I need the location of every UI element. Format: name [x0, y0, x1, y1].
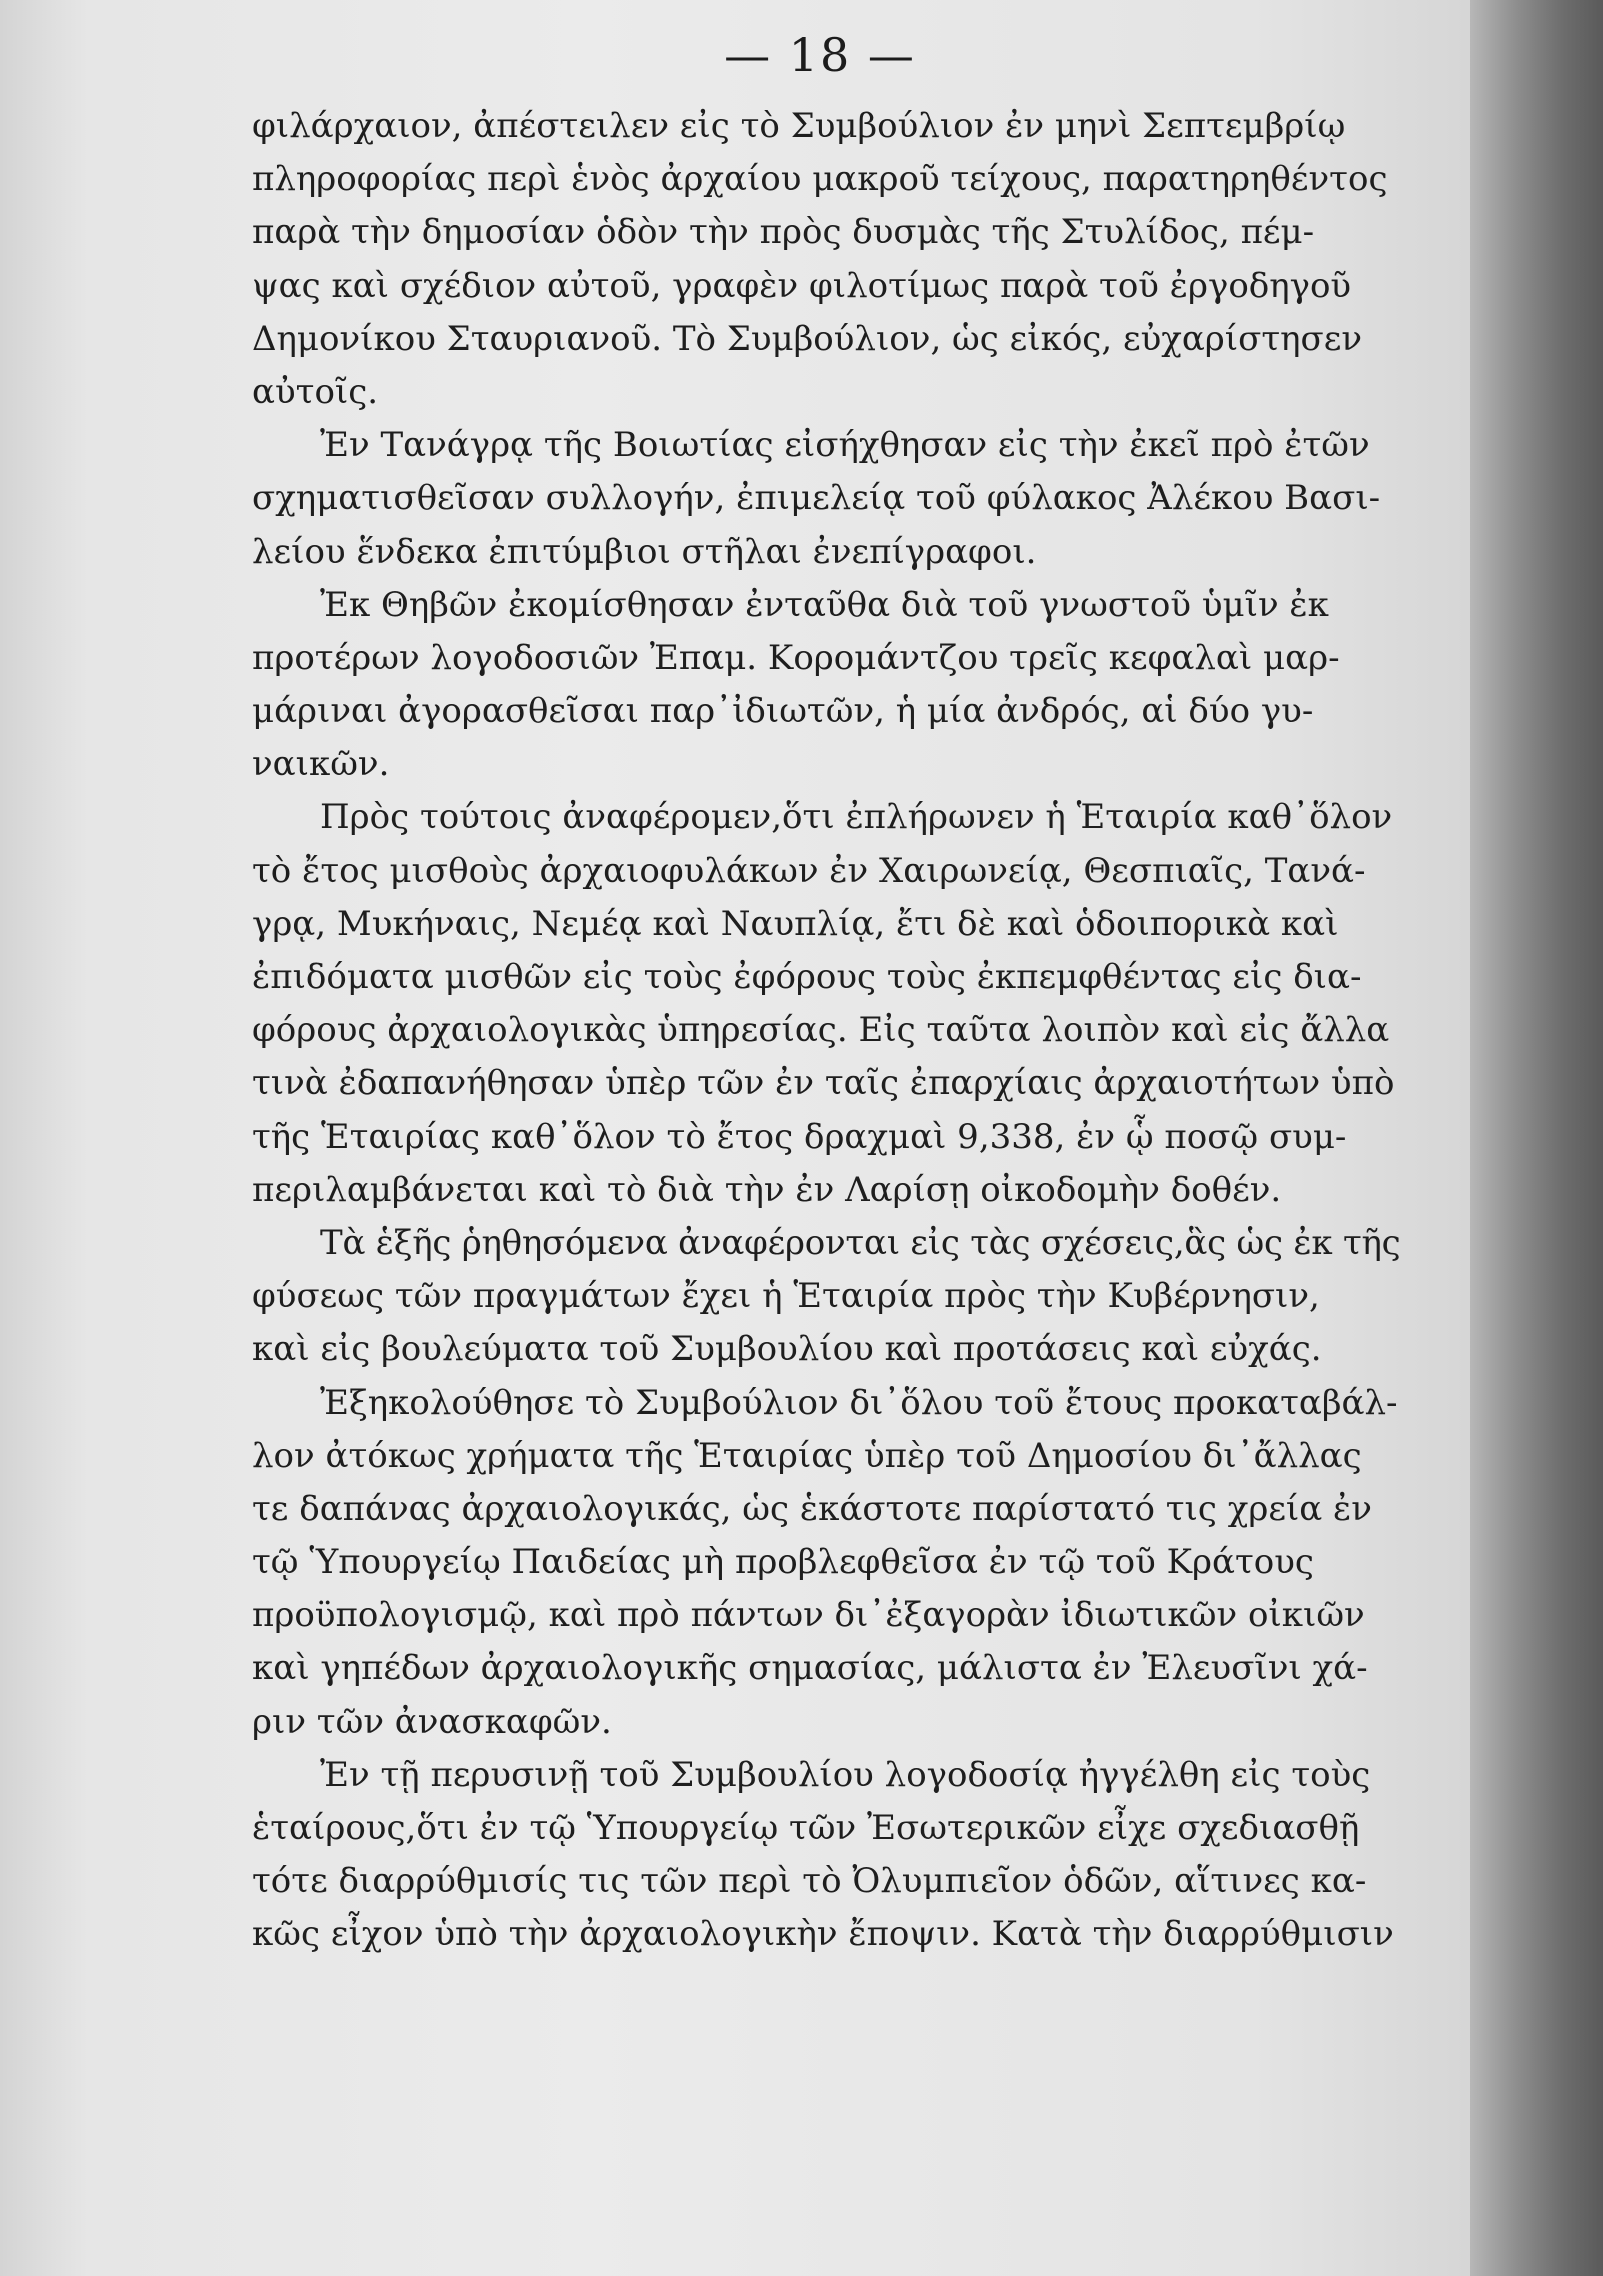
text-line: τῆς Ἑταιρίας καθ᾽ὅλον τὸ ἔτος δραχμαὶ 9,338, ἐν ᾧ ποσῷ συμ-	[252, 1116, 1347, 1157]
text-line: κῶς εἶχον ὑπὸ τὴν ἀρχαιολογικὴν ἔποψιν. Κατὰ τὴν διαρρύθμισιν	[252, 1914, 1394, 1955]
text-line: τῷ Ὑπουργείῳ Παιδείας μὴ προβλεφθεῖσα ἐν τῷ τοῦ Κράτους	[252, 1542, 1314, 1583]
text-line: λείου ἕνδεκα ἐπιτύμβιοι στῆλαι ἐνεπίγραφοι.	[252, 531, 1037, 572]
text-line: Τὰ ἑξῆς ῥηθησόμενα ἀναφέρονται εἰς τὰς σχέσεις,ἃς ὡς ἐκ τῆς	[320, 1222, 1401, 1263]
text-line: φόρους ἀρχαιολογικὰς ὑπηρεσίας. Εἰς ταῦτα λοιπὸν καὶ εἰς ἄλλα	[252, 1010, 1390, 1051]
text-line: ριν τῶν ἀνασκαφῶν.	[252, 1701, 612, 1742]
text-line: αὐτοῖς.	[252, 371, 379, 412]
text-line: τὸ ἔτος μισθοὺς ἀρχαιοφυλάκων ἐν Χαιρωνείᾳ, Θεσπιαῖς, Τανά-	[252, 850, 1366, 891]
text-line: ἐπιδόματα μισθῶν εἰς τοὺς ἐφόρους τοὺς ἐκπεμφθέντας εἰς δια-	[252, 957, 1362, 997]
text-line: Πρὸς τούτοις ἀναφέρομεν,ὅτι ἐπλήρωνεν ἡ Ἑταιρία καθ᾽ὅλον	[320, 797, 1393, 838]
text-line: Ἐν τῇ περυσινῇ τοῦ Συμβουλίου λογοδοσίᾳ ἠγγέλθη εἰς τοὺς	[320, 1754, 1371, 1795]
text-line: ἑταίρους,ὅτι ἐν τῷ Ὑπουργείῳ τῶν Ἐσωτερικῶν εἶχε σχεδιασθῇ	[252, 1808, 1360, 1848]
text-line: λον ἀτόκως χρήματα τῆς Ἑταιρίας ὑπὲρ τοῦ Δημοσίου δι᾽ἄλλας	[252, 1435, 1362, 1476]
text-line: καὶ γηπέδων ἀρχαιολογικῆς σημασίας, μάλιστα ἐν Ἐλευσῖνι χά-	[252, 1648, 1368, 1689]
text-line: τινὰ ἐδαπανήθησαν ὑπὲρ τῶν ἐν ταῖς ἐπαρχίαις ἀρχαιοτήτων ὑπὸ	[252, 1063, 1395, 1104]
book-gutter	[1470, 0, 1603, 2276]
text-line: τότε διαρρύθμισίς τις τῶν περὶ τὸ Ὀλυμπιεῖον ὁδῶν, αἵτινες κα-	[252, 1861, 1367, 1902]
text-line: ναικῶν.	[252, 744, 390, 785]
text-line: ψας καὶ σχέδιον αὐτοῦ, γραφὲν φιλοτίμως παρὰ τοῦ ἐργοδηγοῦ	[252, 265, 1352, 306]
text-line: καὶ εἰς βουλεύματα τοῦ Συμβουλίου καὶ προτάσεις καὶ εὐχάς.	[252, 1329, 1322, 1370]
text-line: παρὰ τὴν δημοσίαν ὁδὸν τὴν πρὸς δυσμὰς τῆς Στυλίδος, πέμ-	[252, 212, 1315, 253]
text-line: σχηματισθεῖσαν συλλογήν, ἐπιμελείᾳ τοῦ φύλακος Ἀλέκου Βασι-	[252, 478, 1381, 519]
text-line: Ἐξηκολούθησε τὸ Συμβούλιον δι᾽ὅλου τοῦ ἔτους προκαταβάλ-	[320, 1382, 1398, 1423]
text-line: προτέρων λογοδοσιῶν Ἐπαμ. Κορομάντζου τρεῖς κεφαλαὶ μαρ-	[252, 637, 1340, 678]
text-line: Ἐν Τανάγρᾳ τῆς Βοιωτίας εἰσήχθησαν εἰς τὴν ἐκεῖ πρὸ ἐτῶν	[320, 425, 1370, 466]
text-line: πληροφορίας περὶ ἑνὸς ἀρχαίου μακροῦ τείχους, παρατηρηθέντος	[252, 159, 1388, 200]
body-text	[252, 100, 1400, 1962]
text-line: προϋπολογισμῷ, καὶ πρὸ πάντων δι᾽ἐξαγορὰν ἰδιωτικῶν οἰκιῶν	[252, 1595, 1365, 1636]
text-line: Δημονίκου Σταυριανοῦ. Τὸ Συμβούλιον, ὡς εἰκός, εὐχαρίστησεν	[252, 318, 1362, 359]
text-line: Ἐκ Θηβῶν ἐκομίσθησαν ἐνταῦθα διὰ τοῦ γνωστοῦ ὑμῖν ἐκ	[320, 584, 1329, 625]
page-number: — 18 —	[724, 28, 916, 82]
text-line: γρᾳ, Μυκήναις, Νεμέᾳ καὶ Ναυπλίᾳ, ἔτι δὲ καὶ ὁδοιπορικὰ καὶ	[252, 903, 1339, 944]
text-line: περιλαμβάνεται καὶ τὸ διὰ τὴν ἐν Λαρίσῃ οἰκοδομὴν δοθέν.	[252, 1169, 1282, 1210]
text-line: φύσεως τῶν πραγμάτων ἔχει ἡ Ἑταιρία πρὸς τὴν Κυβέρνησιν,	[252, 1276, 1320, 1317]
text-line: φιλάρχαιον, ἀπέστειλεν εἰς τὸ Συμβούλιον ἐν μηνὶ Σεπτεμβρίῳ	[252, 106, 1346, 146]
text-line: τε δαπάνας ἀρχαιολογικάς, ὡς ἑκάστοτε παρίστατό τις χρεία ἐν	[252, 1488, 1372, 1529]
text-line: μάριναι ἀγορασθεῖσαι παρ᾽ἰδιωτῶν, ἡ μία ἀνδρός, αἱ δύο γυ-	[252, 691, 1314, 732]
